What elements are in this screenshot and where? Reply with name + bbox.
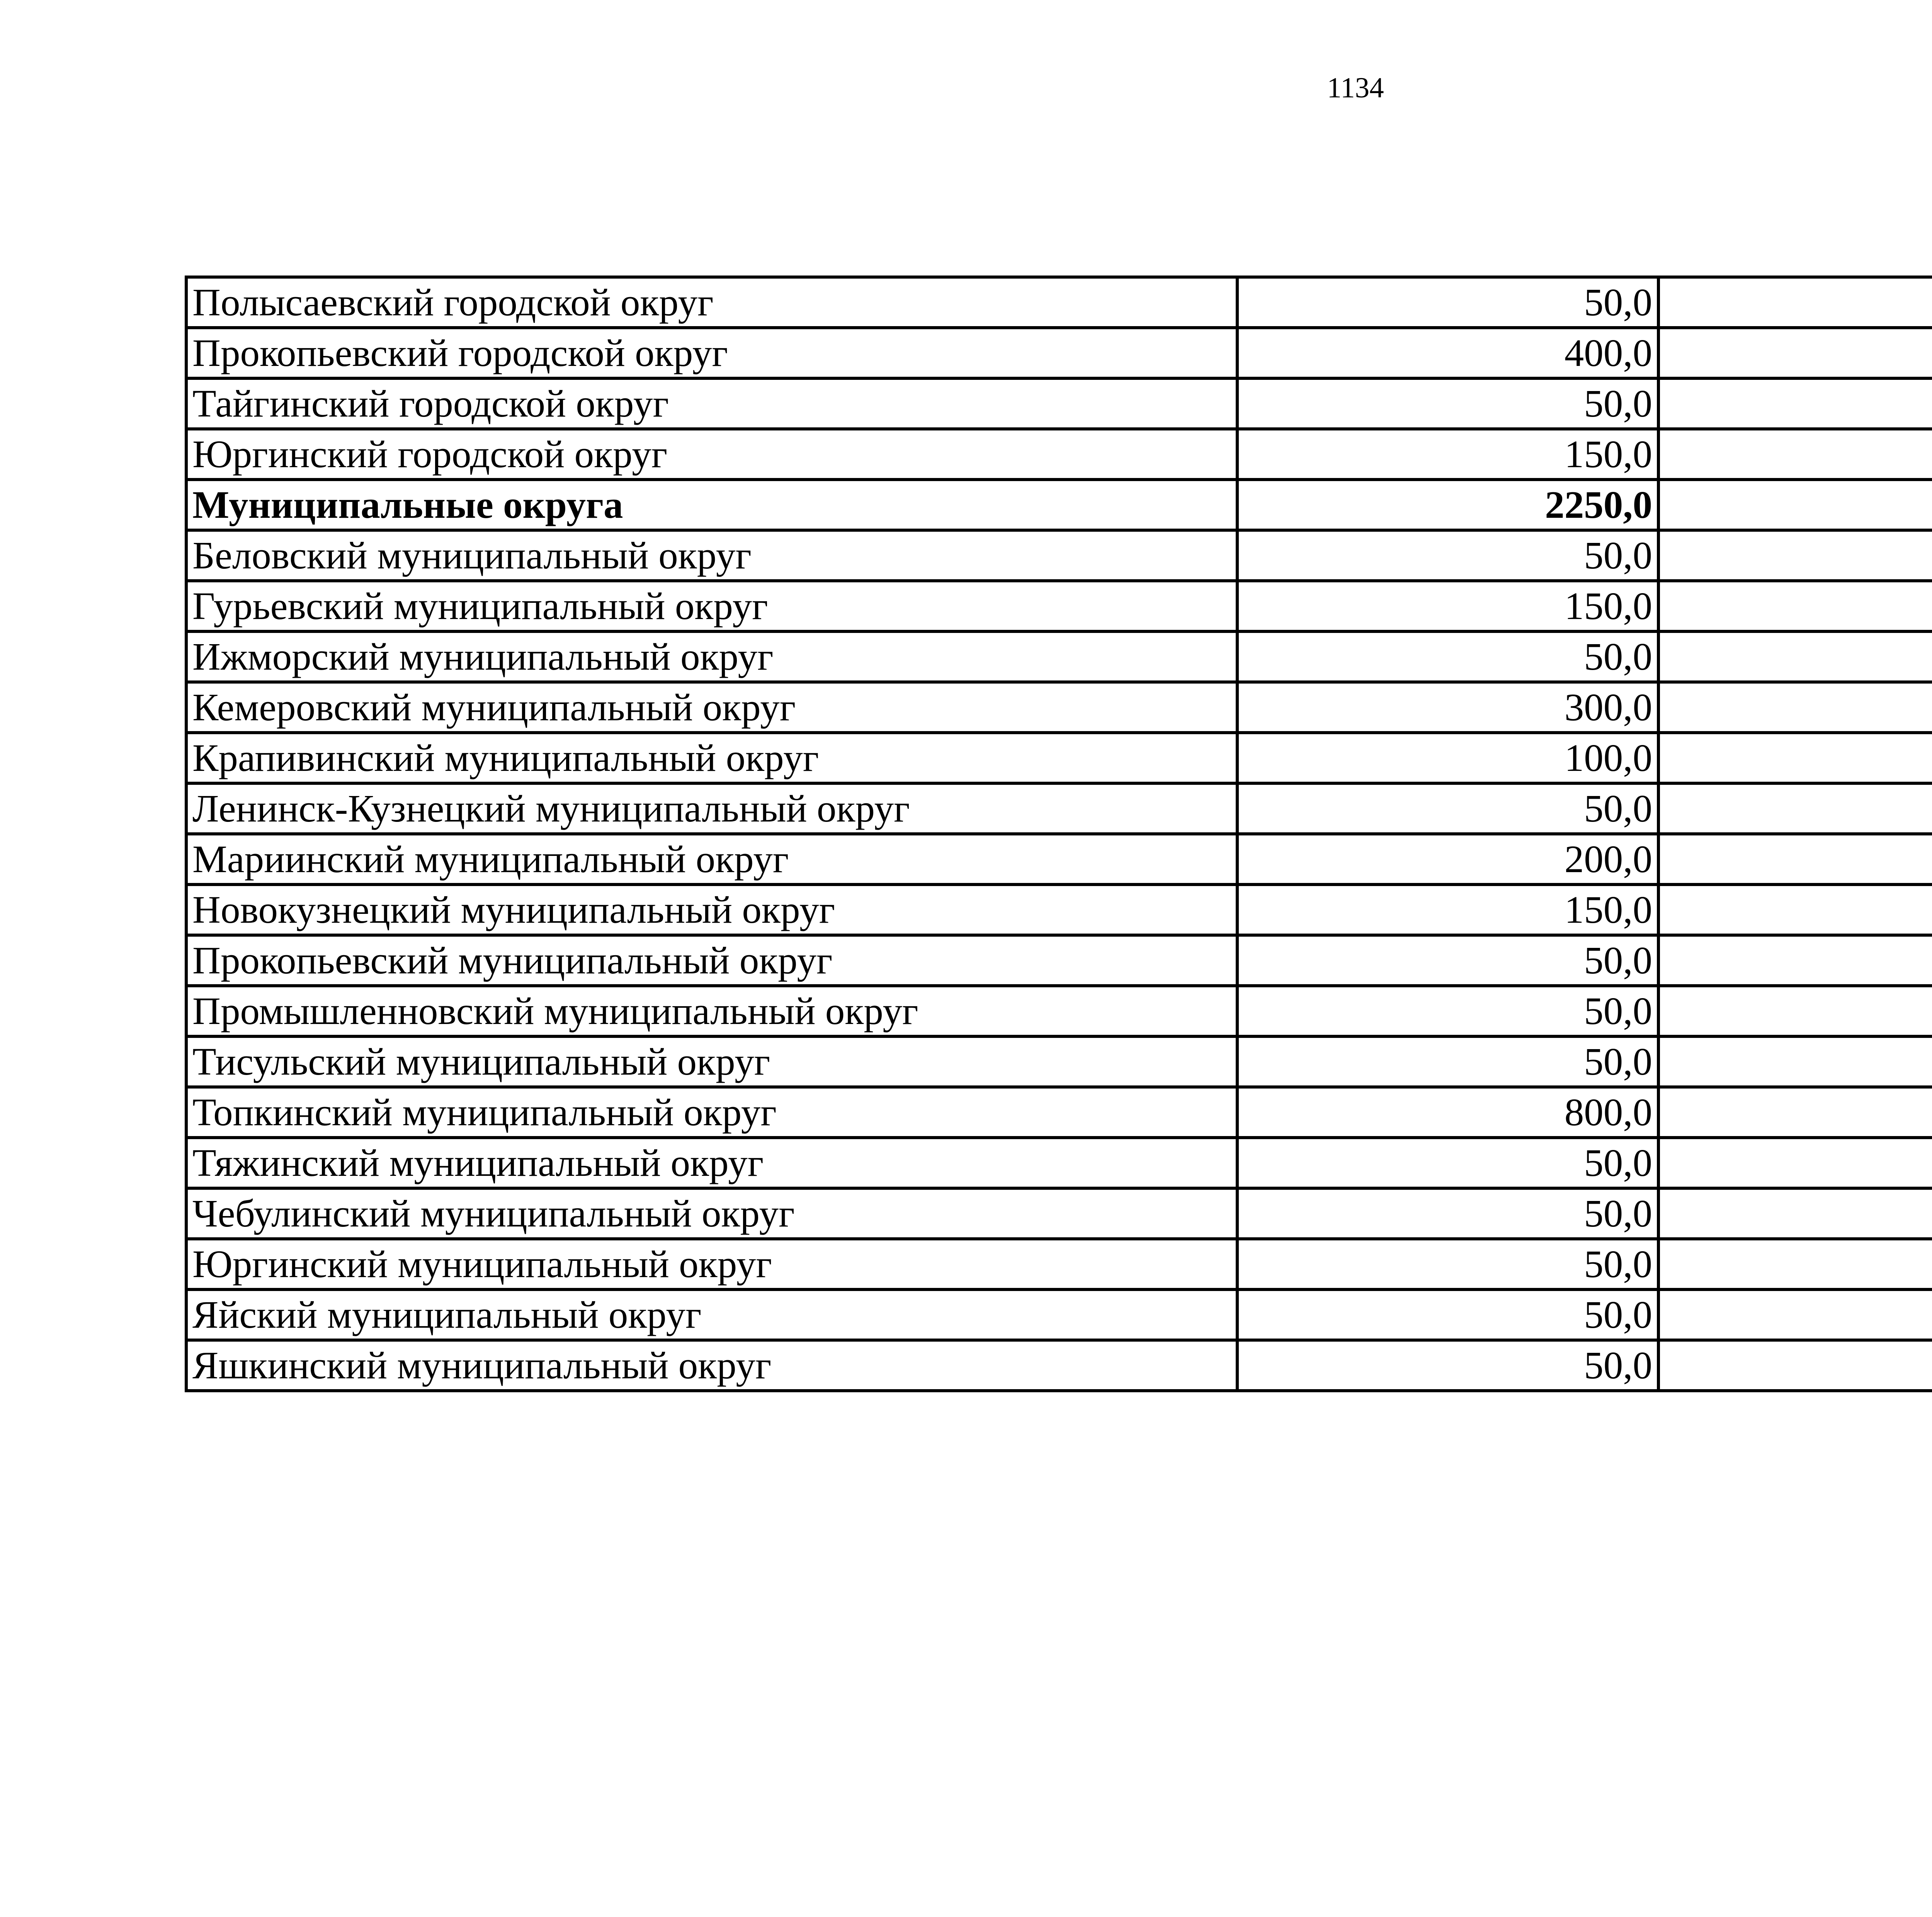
value-cell-2 bbox=[1658, 1087, 1932, 1138]
value-cell-2 bbox=[1658, 834, 1932, 885]
value-cell-1: 50,0 bbox=[1237, 1239, 1658, 1289]
table-row bbox=[186, 1340, 1932, 1391]
row-name-cell: Прокопьевский городской округ bbox=[186, 328, 1237, 378]
row-name-cell: Юргинский городской округ bbox=[186, 429, 1237, 480]
table-row bbox=[186, 277, 1932, 328]
value-cell-1: 200,0 bbox=[1237, 834, 1658, 885]
value-cell-1: 50,0 bbox=[1237, 631, 1658, 682]
value-cell-2 bbox=[1658, 429, 1932, 480]
table-row bbox=[186, 885, 1932, 935]
table-row bbox=[186, 1188, 1932, 1239]
value-cell-1: 50,0 bbox=[1237, 1340, 1658, 1391]
table-row bbox=[186, 935, 1932, 986]
table-row bbox=[186, 1239, 1932, 1289]
table-body bbox=[186, 277, 1932, 1391]
table-row bbox=[186, 631, 1932, 682]
row-name-cell: Промышленновский муниципальный округ bbox=[186, 986, 1237, 1036]
value-cell-1: 50,0 bbox=[1237, 1289, 1658, 1340]
data-table bbox=[185, 276, 1932, 1392]
table-row bbox=[186, 783, 1932, 834]
value-cell-1: 400,0 bbox=[1237, 328, 1658, 378]
table-row bbox=[186, 1138, 1932, 1188]
value-cell-2 bbox=[1658, 1036, 1932, 1087]
row-name-cell: Прокопьевский муниципальный округ bbox=[186, 935, 1237, 986]
row-name-cell: Гурьевский муниципальный округ bbox=[186, 581, 1237, 631]
value-cell-2 bbox=[1658, 378, 1932, 429]
value-cell-1: 2250,0 bbox=[1237, 480, 1658, 530]
value-cell-1: 50,0 bbox=[1237, 1036, 1658, 1087]
value-cell-2 bbox=[1658, 986, 1932, 1036]
table-row bbox=[186, 733, 1932, 783]
value-cell-1: 50,0 bbox=[1237, 935, 1658, 986]
table-row bbox=[186, 581, 1932, 631]
value-cell-2 bbox=[1658, 581, 1932, 631]
table-row bbox=[186, 480, 1932, 530]
value-cell-1: 300,0 bbox=[1237, 682, 1658, 733]
value-cell-2 bbox=[1658, 1289, 1932, 1340]
table-row bbox=[186, 834, 1932, 885]
table-row bbox=[186, 530, 1932, 581]
value-cell-2 bbox=[1658, 783, 1932, 834]
table-row bbox=[186, 1036, 1932, 1087]
table-row bbox=[186, 378, 1932, 429]
value-cell-1: 100,0 bbox=[1237, 733, 1658, 783]
value-cell-1: 50,0 bbox=[1237, 277, 1658, 328]
row-name-cell: Мариинский муниципальный округ bbox=[186, 834, 1237, 885]
value-cell-2 bbox=[1658, 1188, 1932, 1239]
table-row bbox=[186, 986, 1932, 1036]
row-name-cell: Тяжинский муниципальный округ bbox=[186, 1138, 1237, 1188]
row-name-cell: Новокузнецкий муниципальный округ bbox=[186, 885, 1237, 935]
table-row bbox=[186, 682, 1932, 733]
row-name-cell: Полысаевский городской округ bbox=[186, 277, 1237, 328]
value-cell-1: 50,0 bbox=[1237, 1138, 1658, 1188]
row-name-cell: Чебулинский муниципальный округ bbox=[186, 1188, 1237, 1239]
table-row bbox=[186, 1087, 1932, 1138]
table-row bbox=[186, 328, 1932, 378]
value-cell-2 bbox=[1658, 277, 1932, 328]
table-row bbox=[186, 1289, 1932, 1340]
value-cell-1: 50,0 bbox=[1237, 986, 1658, 1036]
value-cell-2 bbox=[1658, 631, 1932, 682]
value-cell-2 bbox=[1658, 530, 1932, 581]
value-cell-1: 50,0 bbox=[1237, 1188, 1658, 1239]
page-number: 1134 bbox=[1327, 72, 1384, 104]
row-name-cell: Тайгинский городской округ bbox=[186, 378, 1237, 429]
value-cell-2 bbox=[1658, 733, 1932, 783]
value-cell-1: 150,0 bbox=[1237, 429, 1658, 480]
row-name-cell: Топкинский муниципальный округ bbox=[186, 1087, 1237, 1138]
row-name-cell: Ленинск-Кузнецкий муниципальный округ bbox=[186, 783, 1237, 834]
row-name-cell: Юргинский муниципальный округ bbox=[186, 1239, 1237, 1289]
value-cell-2 bbox=[1658, 480, 1932, 530]
value-cell-1: 150,0 bbox=[1237, 581, 1658, 631]
row-name-cell: Яйский муниципальный округ bbox=[186, 1289, 1237, 1340]
row-name-cell: Крапивинский муниципальный округ bbox=[186, 733, 1237, 783]
row-name-cell: Беловский муниципальный округ bbox=[186, 530, 1237, 581]
row-name-cell: Тисульский муниципальный округ bbox=[186, 1036, 1237, 1087]
value-cell-2 bbox=[1658, 885, 1932, 935]
value-cell-2 bbox=[1658, 1138, 1932, 1188]
row-name-cell: Яшкинский муниципальный округ bbox=[186, 1340, 1237, 1391]
value-cell-1: 50,0 bbox=[1237, 783, 1658, 834]
row-name-cell: Муниципальные округа bbox=[186, 480, 1237, 530]
value-cell-1: 50,0 bbox=[1237, 530, 1658, 581]
value-cell-2 bbox=[1658, 1340, 1932, 1391]
value-cell-2 bbox=[1658, 328, 1932, 378]
row-name-cell: Ижморский муниципальный округ bbox=[186, 631, 1237, 682]
value-cell-1: 800,0 bbox=[1237, 1087, 1658, 1138]
value-cell-2 bbox=[1658, 1239, 1932, 1289]
table-row bbox=[186, 429, 1932, 480]
row-name-cell: Кемеровский муниципальный округ bbox=[186, 682, 1237, 733]
value-cell-2 bbox=[1658, 935, 1932, 986]
value-cell-1: 50,0 bbox=[1237, 378, 1658, 429]
value-cell-1: 150,0 bbox=[1237, 885, 1658, 935]
value-cell-2 bbox=[1658, 682, 1932, 733]
